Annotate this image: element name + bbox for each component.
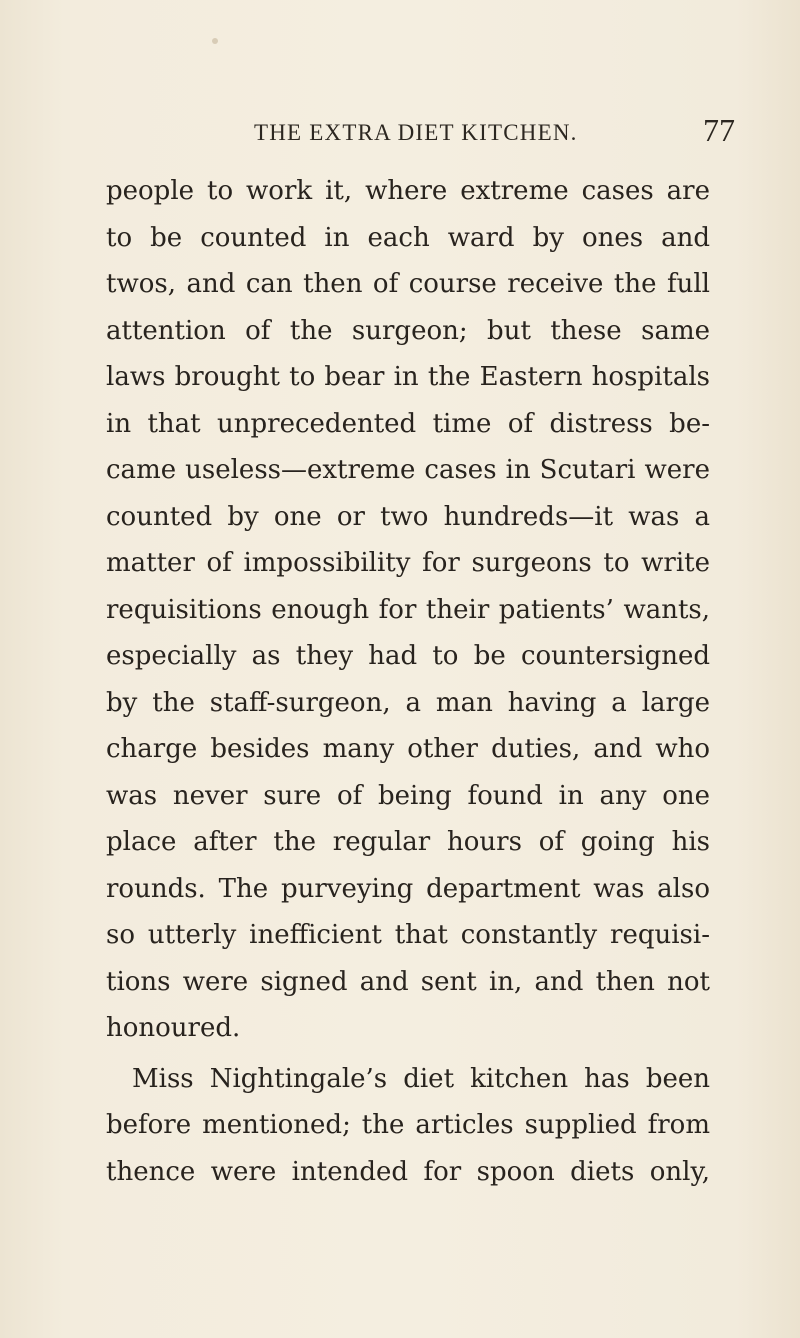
text-line: twos, and can then of course receive the full xyxy=(106,269,710,299)
body-text xyxy=(106,168,710,1195)
running-head xyxy=(0,110,800,170)
text-line: charge besides many other duties, and who xyxy=(106,734,710,764)
running-title: THE EXTRA DIET KITCHEN. xyxy=(254,120,578,145)
text-line: rounds. The purveying department was also xyxy=(106,873,710,904)
text-line: in that unprecedented time of distress be- xyxy=(106,408,710,439)
page-number: 77 xyxy=(703,112,735,148)
text-line: came useless—extreme cases in Scutari were xyxy=(106,455,710,485)
text-line: people to work it, where extreme cases are xyxy=(106,176,710,206)
text-line: requisitions enough for their patients’ wants, xyxy=(106,594,710,625)
text-line: tions were signed and sent in, and then not xyxy=(106,966,710,997)
paper-blemish xyxy=(212,38,218,44)
text-line: to be counted in each ward by ones and xyxy=(106,222,710,253)
text-line: so utterly inefficient that constantly requisi- xyxy=(106,920,710,950)
text-line: before mentioned; the articles supplied from xyxy=(106,1110,710,1140)
text-line: by the staff-surgeon, a man having a large xyxy=(106,687,710,718)
text-line: was never sure of being found in any one xyxy=(106,780,710,811)
text-line: honoured. xyxy=(106,1013,241,1043)
text-line: thence were intended for spoon diets only, xyxy=(106,1156,710,1187)
paragraph xyxy=(106,168,710,1052)
text-line: counted by one or two hundreds—it was a xyxy=(106,501,710,532)
text-line: Miss Nightingale’s diet kitchen has been xyxy=(132,1063,710,1094)
text-line: attention of the surgeon; but these same xyxy=(106,315,710,346)
text-line: especially as they had to be countersigned xyxy=(106,641,710,671)
text-line: matter of impossibility for surgeons to write xyxy=(106,548,710,578)
text-line: laws brought to bear in the Eastern hospitals xyxy=(106,362,710,392)
text-line: place after the regular hours of going his xyxy=(106,827,710,857)
paragraph xyxy=(106,1056,710,1196)
